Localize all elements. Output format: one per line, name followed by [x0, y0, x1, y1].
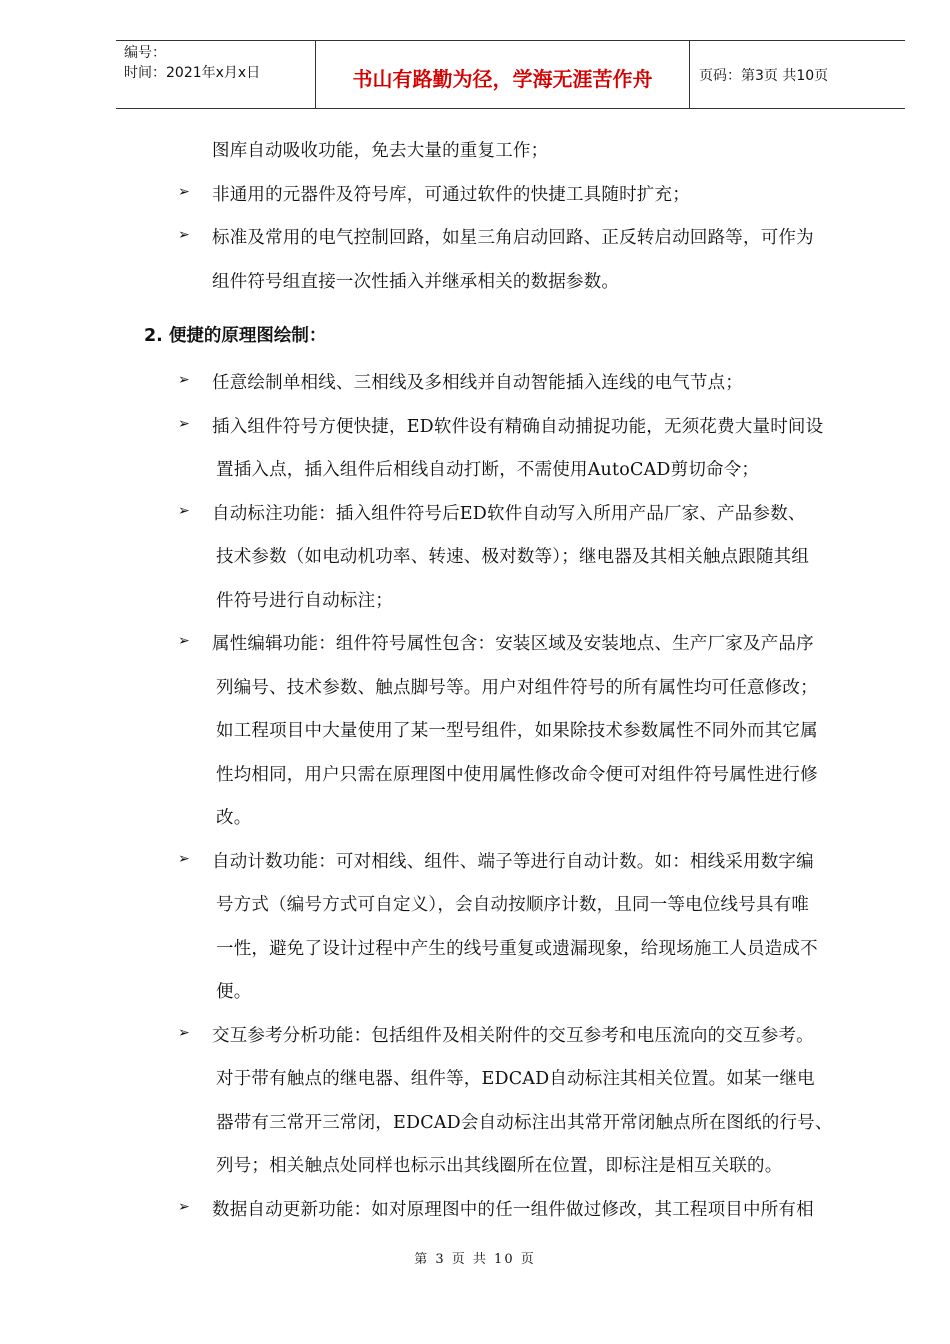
list-item-line: 件符号进行自动标注； [216, 590, 393, 611]
list-item-line: 组件符号组直接一次性插入并继承相关的数据参数。 [212, 271, 620, 292]
list-item-line: 一性，避免了设计过程中产生的线号重复或遗漏现象，给现场施工人员造成不 [216, 938, 818, 959]
list-item-line: 属性编辑功能：组件符号属性包含：安装区域及安装地点、生产厂家及产品序 [212, 634, 814, 654]
list-item-line: 改。 [216, 808, 252, 828]
list-item-line: 便。 [216, 982, 252, 1002]
bullet-arrow-icon: ➢ [178, 502, 190, 519]
header-divider-2 [689, 41, 690, 108]
list-item-line: 插入组件符号方便快捷，ED软件设有精确自动捕捉功能，无须花费大量时间设 [212, 416, 824, 437]
list-item-line: 自动标注功能：插入组件符号后ED软件自动写入所用产品厂家、产品参数、 [212, 503, 806, 524]
list-item-line: 非通用的元器件及符号库，可通过软件的快捷工具随时扩充； [212, 184, 690, 205]
list-item-line: 置插入点，插入组件后相线自动打断，不需使用AutoCAD剪切命令； [216, 460, 760, 480]
bullet-arrow-icon: ➢ [178, 633, 190, 649]
list-item-line: 列号；相关触点处同样也标示出其线圈所在位置，即标注是相互关联的。 [216, 1156, 783, 1176]
list-item-line: 交互参考分析功能：包括组件及相关附件的交互参考和电压流向的交互参考。 [212, 1025, 814, 1046]
bullet-arrow-icon: ➢ [178, 1024, 190, 1041]
page-footer: 第 3 页 共 10 页 [414, 1252, 536, 1267]
list-item-line: 标准及常用的电气控制回路，如星三角启动回路、正反转启动回路等，可作为 [212, 228, 814, 248]
list-item-line: 对于带有触点的继电器、组件等，EDCAD自动标注其相关位置。如某一继电 [216, 1069, 815, 1089]
header-meta [124, 43, 260, 83]
number-label: 编号： [124, 45, 166, 61]
bullet-arrow-icon: ➢ [178, 415, 190, 432]
list-item-line: 数据自动更新功能：如对原理图中的任一组件做过修改，其工程项目中所有相 [212, 1199, 814, 1220]
list-item-line: 性均相同，用户只需在原理图中使用属性修改命令便可对组件符号属性进行修 [216, 764, 818, 785]
list-item-line: 如工程项目中大量使用了某一型号组件，如果除技术参数属性不同外而其它属 [216, 721, 818, 741]
list-item-line: 任意绘制单相线、三相线及多相线并自动智能插入连线的电气节点； [212, 373, 743, 393]
list-item-line: 列编号、技术参数、触点脚号等。用户对组件符号的所有属性均可任意修改； [216, 677, 818, 698]
section-heading: 2. 便捷的原理图绘制： [144, 326, 327, 346]
time-label: 时间：2021年x月x日 [124, 65, 261, 81]
bullet-arrow-icon: ➢ [178, 850, 190, 867]
header-motto: 书山有路勤为径，学海无涯苦作舟 [352, 67, 653, 91]
list-item-line: 器带有三常开三常闭，EDCAD会自动标注出其常开常闭触点所在图纸的行号、 [216, 1112, 833, 1133]
bullet-arrow-icon: ➢ [178, 227, 190, 243]
header-page-info: 页码：第3页 共10页 [699, 68, 829, 84]
list-item-line: 号方式（编号方式可自定义），会自动按顺序计数，且同一等电位线号具有唯 [216, 895, 810, 915]
bullet-arrow-icon: ➢ [178, 1198, 190, 1215]
list-item-line: 自动计数功能：可对相线、组件、端子等进行自动计数。如：相线采用数字编 [212, 851, 814, 872]
continuation-line: 图库自动吸收功能，免去大量的重复工作； [212, 141, 549, 161]
bullet-arrow-icon: ➢ [178, 372, 190, 388]
page-header [116, 40, 905, 109]
bullet-arrow-icon: ➢ [178, 183, 190, 200]
list-item-line: 技术参数（如电动机功率、转速、极对数等）；继电器及其相关触点跟随其组 [216, 547, 810, 567]
